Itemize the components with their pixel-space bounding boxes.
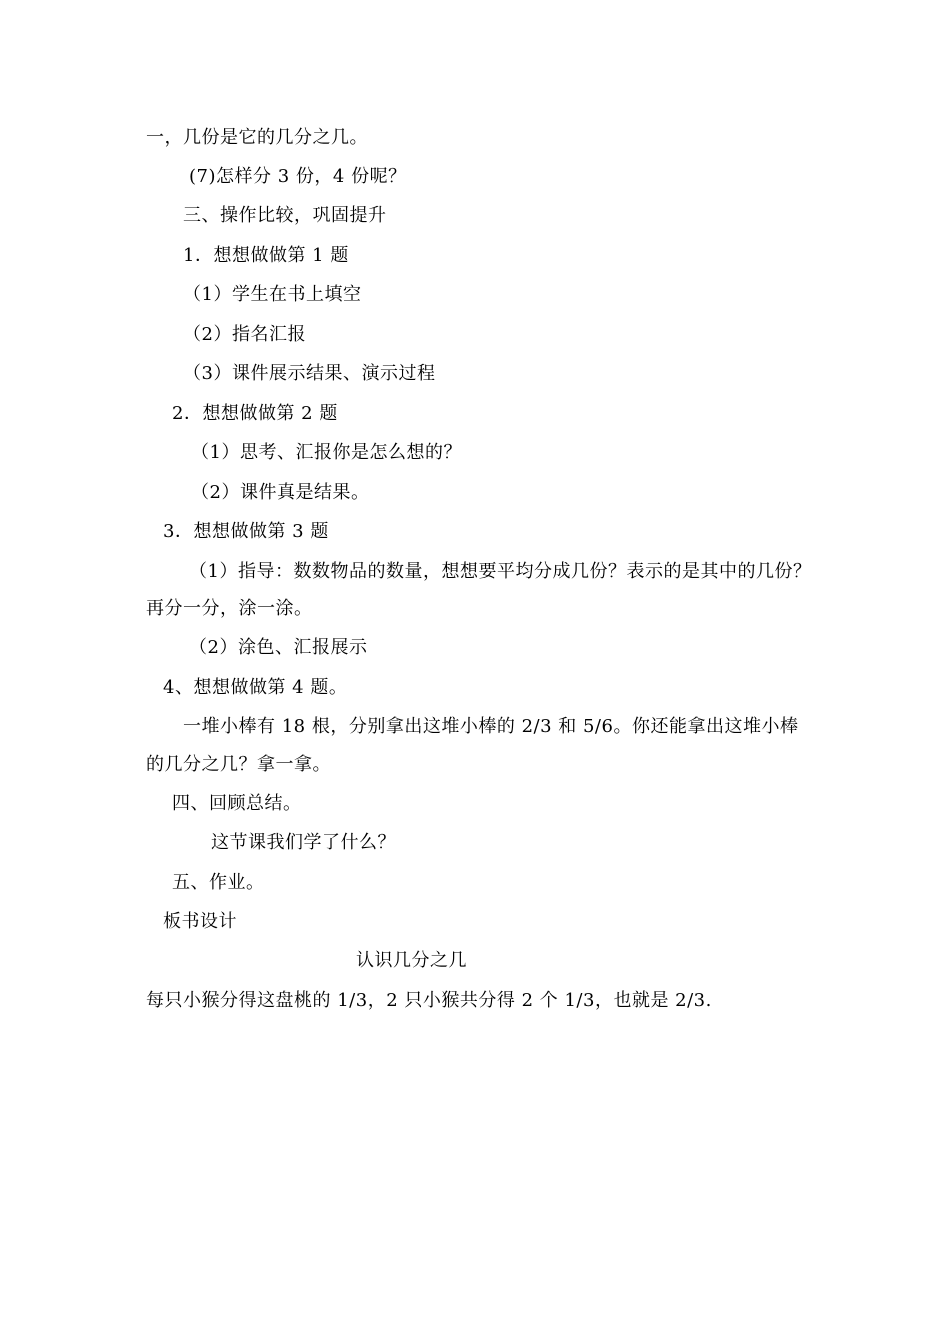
text-line: (7)怎样分 3 份，4 份呢？ (189, 166, 407, 187)
text-line: 2．想想做做第 2 题 (172, 403, 338, 424)
text-line: （1）指导：数数物品的数量，想想要平均分成几份？表示的是其中的几份？ (189, 561, 812, 582)
section-heading: 三、操作比较，巩固提升 (183, 205, 387, 226)
text-line: （2）课件真是结果。 (191, 482, 370, 503)
text-line: 3．想想做做第 3 题 (163, 521, 329, 542)
text-line: 每只小猴分得这盘桃的 1/3，2 只小猴共分得 2 个 1/3，也就是 2/3. (146, 990, 712, 1011)
text-line: 4、想想做做第 4 题。 (163, 677, 348, 698)
text-line: （2）涂色、汇报展示 (189, 637, 368, 658)
section-heading: 四、回顾总结。 (172, 793, 302, 814)
text-line: 这节课我们学了什么？ (211, 832, 396, 853)
text-line: 1．想想做做第 1 题 (183, 245, 349, 266)
board-title: 认识几分之几 (356, 950, 467, 971)
text-line: 一，几份是它的几分之几。 (146, 127, 368, 148)
text-line: 的几分之几？拿一拿。 (146, 754, 331, 775)
text-line: 再分一分，涂一涂。 (146, 598, 313, 619)
section-heading: 五、作业。 (172, 872, 265, 893)
text-line: 板书设计 (163, 911, 237, 932)
text-line: （2）指名汇报 (183, 324, 306, 345)
text-line: （1）思考、汇报你是怎么想的？ (191, 442, 462, 463)
text-line: （3）课件展示结果、演示过程 (183, 363, 436, 384)
text-line: （1）学生在书上填空 (183, 284, 362, 305)
text-line: 一堆小棒有 18 根，分别拿出这堆小棒的 2/3 和 5/6。你还能拿出这堆小棒 (183, 716, 799, 737)
